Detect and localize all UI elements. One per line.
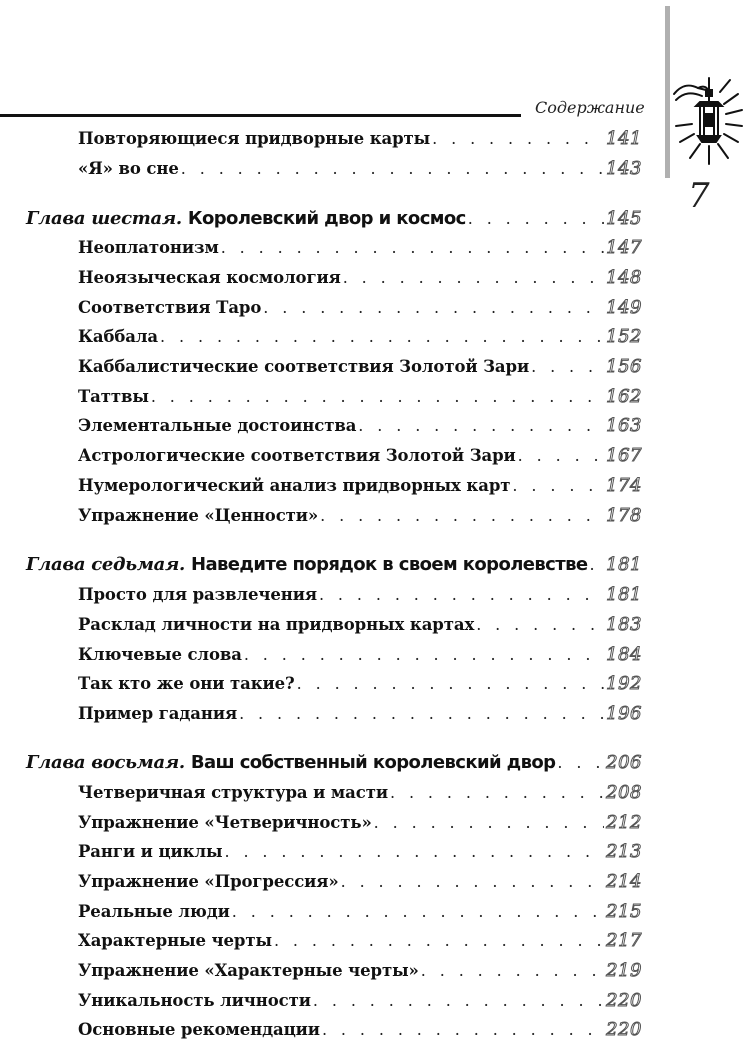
toc-entry-row [78, 237, 642, 258]
chapter-label: Глава седьмая. [26, 554, 185, 575]
entry-title: Так кто же они такие? [78, 674, 295, 693]
toc-chapter-row [26, 554, 642, 575]
toc-chapter-row [26, 208, 642, 229]
page-ref: 148 [606, 267, 642, 288]
dot-leader [274, 931, 604, 950]
toc-entry-row [78, 1019, 642, 1040]
entry-title: Неоязыческая космология [78, 268, 341, 287]
entry-title: Характерные черты [78, 931, 272, 950]
toc-entry-row [78, 782, 642, 803]
dot-leader [358, 416, 604, 435]
page-ref: 143 [606, 158, 642, 179]
toc-entry-row [78, 901, 642, 922]
dot-leader [512, 476, 604, 495]
dot-leader [263, 298, 604, 317]
toc-entry-row [78, 990, 642, 1011]
toc-entry-row [78, 267, 642, 288]
entry-title: Каббалистические соответствия Золотой Зари [78, 357, 530, 376]
entry-title: Неоплатонизм [78, 238, 219, 257]
dot-leader [313, 991, 604, 1010]
dot-leader [319, 585, 604, 604]
page-ref: 149 [606, 297, 642, 318]
chapter-title: Королевский двор и космос [187, 208, 466, 229]
chapter-title: Наведите порядок в своем королевстве [191, 554, 588, 575]
toc-entry-row [78, 445, 642, 466]
toc-entry-row [78, 584, 642, 605]
page-number: 7 [688, 176, 710, 216]
dot-leader [151, 387, 604, 406]
dot-leader [297, 674, 605, 693]
side-bar [665, 6, 670, 178]
entry-title: Четверичная структура и масти [78, 783, 388, 802]
page-ref: 167 [606, 445, 642, 466]
dot-leader [244, 645, 604, 664]
page-ref: 206 [606, 752, 642, 773]
page-ref: 147 [606, 237, 642, 258]
page-ref: 215 [606, 901, 642, 922]
dot-leader [421, 961, 604, 980]
entry-title: Расклад личности на придворных картах [78, 615, 475, 634]
toc-chapter-row [26, 752, 642, 773]
toc-entry-row [78, 326, 642, 347]
dot-leader [320, 506, 604, 525]
page-ref: 156 [606, 356, 642, 377]
entry-title: Астрологические соответствия Золотой Зари [78, 446, 516, 465]
page-ref: 162 [606, 386, 642, 407]
dot-leader [432, 129, 604, 148]
page-ref: 178 [606, 505, 642, 526]
toc-entry-row [78, 475, 642, 496]
section-title: Содержание [535, 98, 645, 117]
toc-entry-row [78, 614, 642, 635]
dot-leader [181, 159, 604, 178]
page-ref: 163 [606, 415, 642, 436]
entry-title: Ключевые слова [78, 645, 242, 664]
page-ref: 152 [606, 326, 642, 347]
toc-entry-row [78, 644, 642, 665]
page-ref: 220 [606, 990, 642, 1011]
toc-entry-row [78, 128, 642, 149]
dot-leader [557, 753, 604, 772]
toc-entry-row [78, 415, 642, 436]
toc-entry-row [78, 297, 642, 318]
lantern-icon [672, 70, 744, 170]
dot-leader [341, 872, 605, 891]
entry-title: Пример гадания [78, 704, 238, 723]
page-ref: 196 [606, 703, 642, 724]
dot-leader [468, 209, 604, 228]
dot-leader [374, 813, 604, 832]
entry-title: Повторяющиеся придворные карты [78, 129, 431, 148]
toc-entry-row [78, 812, 642, 833]
dot-leader [531, 357, 604, 376]
page-ref: 181 [606, 584, 642, 605]
header-rule [0, 114, 521, 117]
page-ref: 174 [606, 475, 642, 496]
dot-leader [221, 238, 604, 257]
dot-leader [343, 268, 604, 287]
entry-title: Просто для развлечения [78, 585, 317, 604]
toc-entry-row [78, 356, 642, 377]
dot-leader [224, 842, 604, 861]
page-ref: 214 [606, 871, 642, 892]
entry-title: Упражнение «Характерные черты» [78, 961, 419, 980]
toc-entry-row [78, 158, 642, 179]
page-ref: 217 [606, 930, 642, 951]
toc-entry-row [78, 871, 642, 892]
toc-entry-row [78, 673, 642, 694]
entry-title: «Я» во сне [78, 159, 179, 178]
chapter-label: Глава восьмая. [26, 752, 185, 773]
dot-leader [322, 1020, 604, 1039]
chapter-title: Ваш собственный королевский двор [190, 752, 556, 773]
chapter-label: Глава шестая. [26, 208, 182, 229]
entry-title: Упражнение «Ценности» [78, 506, 319, 525]
entry-title: Ранги и циклы [78, 842, 223, 861]
entry-title: Таттвы [78, 387, 149, 406]
entry-title: Реальные люди [78, 902, 230, 921]
page-ref: 219 [606, 960, 642, 981]
toc-entry-row [78, 960, 642, 981]
dot-leader [476, 615, 604, 634]
page-ref: 145 [606, 208, 642, 229]
dot-leader [590, 555, 605, 574]
dot-leader [160, 327, 604, 346]
page-ref: 183 [606, 614, 642, 635]
entry-title: Элементальные достоинства [78, 416, 357, 435]
dot-leader [390, 783, 604, 802]
toc-entry-row [78, 386, 642, 407]
page-ref: 181 [606, 554, 642, 575]
page-ref: 208 [606, 782, 642, 803]
entry-title: Уникальность личности [78, 991, 311, 1010]
entry-title: Соответствия Таро [78, 298, 262, 317]
dot-leader [518, 446, 604, 465]
page-ref: 220 [606, 1019, 642, 1040]
page-ref: 141 [606, 128, 642, 149]
page-ref: 213 [606, 841, 642, 862]
toc-entry-row [78, 841, 642, 862]
toc-entry-row [78, 505, 642, 526]
entry-title: Упражнение «Четверичность» [78, 813, 372, 832]
dot-leader [239, 704, 604, 723]
entry-title: Нумерологический анализ придворных карт [78, 476, 511, 495]
page-ref: 192 [606, 673, 642, 694]
entry-title: Основные рекомендации [78, 1020, 320, 1039]
entry-title: Каббала [78, 327, 159, 346]
entry-title: Упражнение «Прогрессия» [78, 872, 339, 891]
page-ref: 212 [606, 812, 642, 833]
page-ref: 184 [606, 644, 642, 665]
toc-entry-row [78, 703, 642, 724]
dot-leader [232, 902, 604, 921]
toc-entry-row [78, 930, 642, 951]
